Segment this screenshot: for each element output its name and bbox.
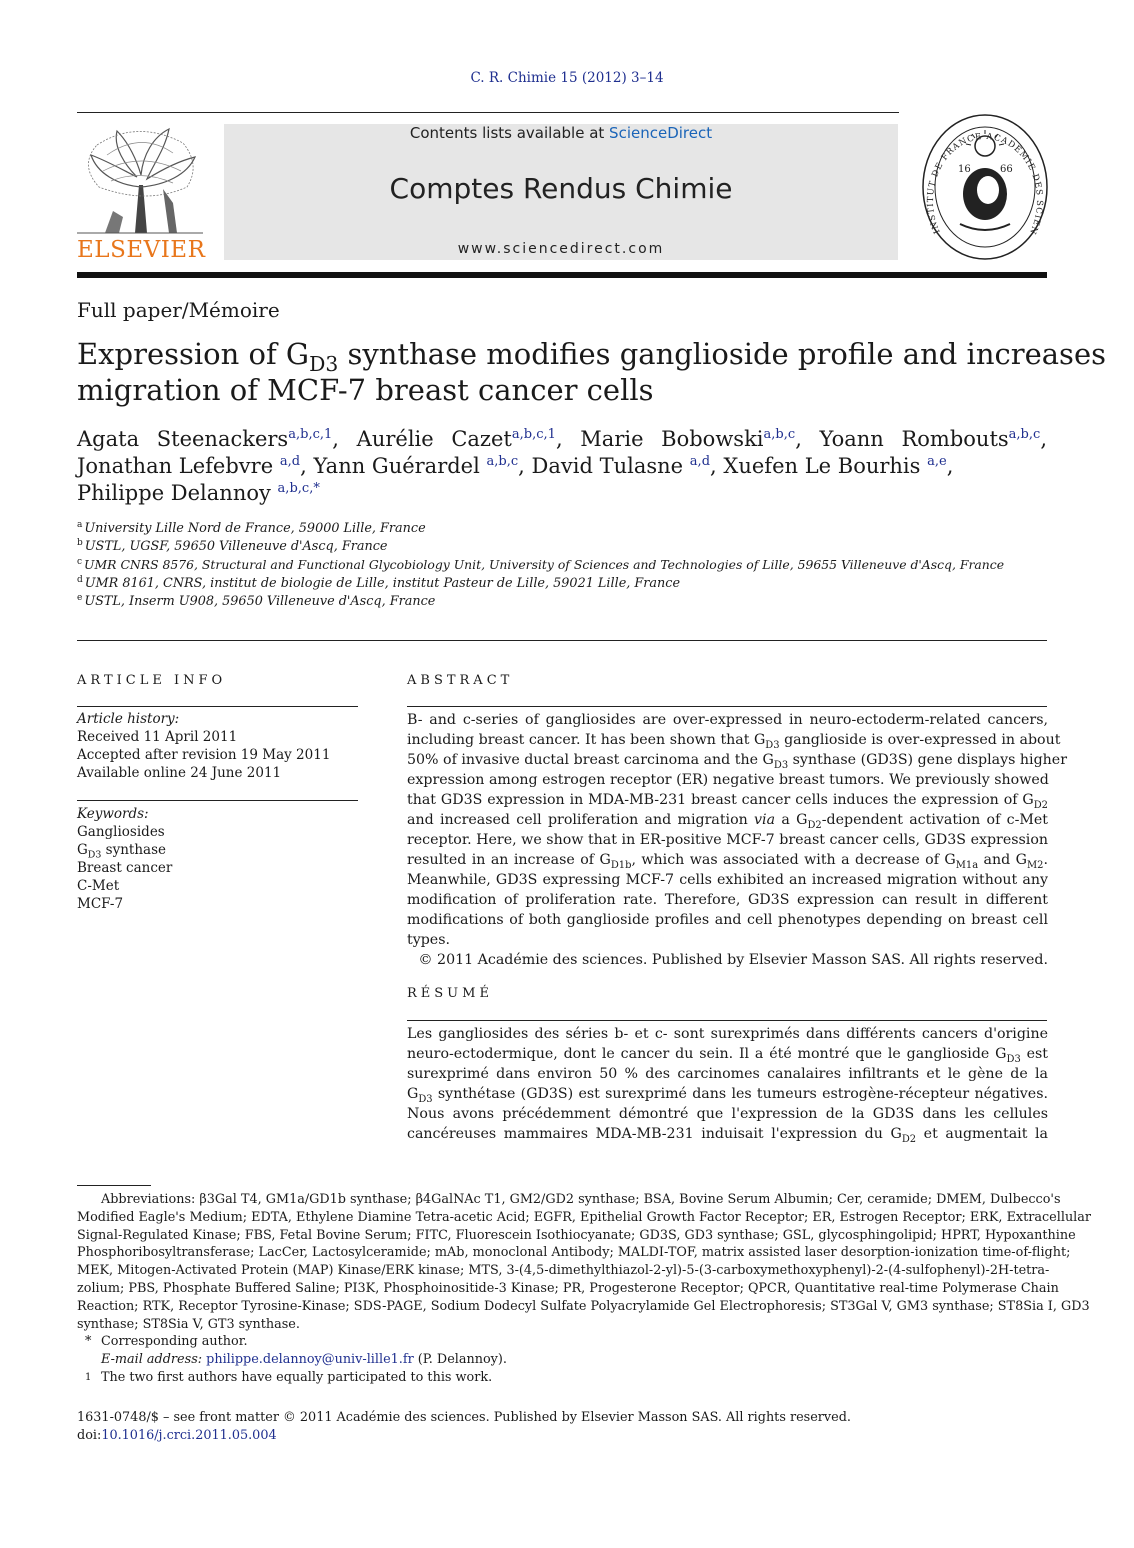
doi-label: doi: [77,1428,102,1443]
abstract-subscript: M1a [955,859,979,871]
contents-available [224,124,898,142]
affiliation-text: USTL, UGSF, 59650 Villeneuve d'Ascq, France [84,539,388,554]
resume-heading: RÉSUMÉ [407,986,493,1001]
footnote-mark: 1 [85,1371,92,1383]
author-line-1 [77,426,1047,453]
resume-text: G [407,1086,419,1102]
abstract-heading: ABSTRACT [407,673,514,688]
resume-text: est [1020,1046,1049,1062]
abstract-subscript: D2 [807,819,822,831]
resume-line [407,1084,1048,1104]
affiliation [77,538,1004,556]
resume-text: cancéreuses mammaires MDA-MB-231 induisait l'expression du G [407,1126,902,1142]
elsevier-logo [77,125,206,265]
abstract-text: including breast cancer. It has been shown that G [407,732,766,748]
elsevier-tree-icon [77,125,203,237]
footnote-text: Corresponding author. [101,1334,248,1350]
keyword: MCF-7 [77,896,124,912]
abstract-text: and G [978,852,1028,868]
keyword [77,841,172,859]
resume-subscript: D2 [901,1133,917,1145]
seal-legend: INSTITUT DE FRANCE ACADÉMIE DES SCIEN [925,131,1045,237]
author-name: Agata Steenackers [77,427,289,451]
article-history [77,710,330,782]
keyword-subscript: D3 [87,849,102,861]
affiliation [77,575,1004,593]
equal-contribution-note [77,1369,1048,1387]
keyword-text: G [77,842,88,858]
article-history-label: Article history: [77,711,180,727]
author: Aurélie Cazet$^{a,b,c,1}$, [356,427,563,451]
article-info-rule [77,706,358,707]
abstract-line: modification of proliferation rate. Therefore, GD3S expression can result in different [407,892,1048,908]
abstract-text: and increased cell proliferation and migration [407,812,755,828]
contents-prefix: Contents lists available at [409,124,610,142]
abstract-text: that GD3S expression in MDA-MB-231 breast cancer cells induces the expression of G [407,792,1034,808]
keywords-label: Keywords: [77,806,149,822]
affiliation-text: UMR CNRS 8576, Structural and Functional Glycobiology Unit, University of Sciences and Technologies of Lille, 59655 Villeneuve d'Ascq, France [84,557,1005,572]
resume-subscript: D3 [1006,1053,1021,1065]
author-name: Jonathan Lefebvre [77,454,274,478]
author-name: Yoann Rombouts [819,427,1009,451]
resume-body [407,1024,1048,1144]
abbreviations-line: synthase; ST8Sia V, GT3 synthase. [77,1316,300,1332]
abbreviations-line: Modified Eagle's Medium; EDTA, Ethylene Diamine Tetra-acetic Acid; EGFR, Epithelial Growth Factor Receptor; ER, Estrogen Receptor; ERK, Extracellular [77,1209,1092,1225]
article-title [77,336,1106,408]
footnote-mark: * [85,1334,92,1350]
abbreviations-line: Signal-Regulated Kinase; FBS, Fetal Bovine Serum; FITC, Fluorescein Isothiocyanate; GD3S, GD3 synthase; GSL, glycosphingolipid; HPRT, Hypoxanthine [77,1227,1076,1243]
abstract-text: 50% of invasive ductal breast carcinoma and the G [407,752,774,768]
author: Yann Guérardel $^{a,b,c}$, [313,454,525,478]
title-subscript: D3 [309,351,339,376]
header-top-rule [77,112,899,113]
abstract-line: Meanwhile, GD3S expressing MCF-7 cells exhibited an increased migration without any [407,872,1048,888]
title-text-a: Expression of G [77,337,310,371]
history-item: Available online 24 June 2011 [77,765,282,781]
resume-line [407,1044,1048,1064]
academy-seal-icon [920,112,1050,262]
abstract-italic: via [754,812,776,828]
corresponding-author-marks[interactable]: a,b,c,* [277,481,320,496]
author-line-3 [77,480,1047,507]
history-item: Accepted after revision 19 May 2011 [77,747,331,763]
email-note [77,1351,1048,1369]
seal-year-right: 66 [1000,164,1013,175]
resume-text: synthétase (GD3S) est surexprimé dans les tumeurs estrogène-récepteur négatives. [432,1086,1048,1102]
keyword-text: synthase [101,842,167,858]
affiliation-list [77,520,1004,611]
article-info-heading: ARTICLE INFO [77,673,227,688]
journal-website[interactable]: www.sciencedirect.com [457,241,665,257]
front-matter: 1631-0748/$ – see front matter © 2011 Académie des sciences. Published by Elsevier Masson SAS. All rights reserved. [77,1410,851,1425]
affiliation [77,593,1004,611]
resume-line: Les gangliosides des séries b- et c- sont surexprimés dans différents cancers d'origine [407,1026,1048,1042]
abbreviations-line: MEK, Mitogen-Activated Protein (MAP) Kinase/ERK kinase; MTS, 3-(4,5-dimethylthiazol-2-yl)-5-(3-carboxymethoxyphenyl)-2-(4-sulfophenyl)-2H-tetra- [77,1263,1050,1279]
author-line-2 [77,453,1047,480]
affiliation-key: d [77,574,83,585]
abbreviations-line: Abbreviations: β3Gal T4, GM1a/GD1b synthase; β4GalNAc T1, GM2/GD2 synthase; BSA, Bovine Serum Albumin; Cer, ceramide; DMEM, Dulbecco's [101,1192,1061,1207]
abstract-subscript: M2 [1027,859,1044,871]
author: Xuefen Le Bourhis $^{a,e}$, [723,454,954,478]
affiliation [77,556,1004,575]
author-affiliation-marks[interactable]: a,b,c,1 [288,427,333,442]
author-name: David Tulasne [531,454,684,478]
abstract-line: receptor. Here, we show that in ER-positive MCF-7 breast cancer cells, GD3S expression [407,832,1048,848]
abstract-line [407,750,1067,771]
keywords-rule [77,800,358,801]
abstract-line [407,730,1061,751]
author: Marie Bobowski$^{a,b,c}$, [580,427,802,451]
affiliation-key: e [77,592,83,603]
resume-text: neuro-ectodermique, dont le cancer du sein. Il a été montré que le ganglioside G [407,1046,1007,1062]
journal-name: Comptes Rendus Chimie [389,172,733,205]
header-thick-rule [77,272,1047,278]
keyword: Gangliosides [77,824,165,840]
resume-rule [407,1020,1047,1021]
abstract-line [407,850,1048,870]
email-label: E-mail address: [101,1352,207,1368]
corresponding-author-note [77,1333,1048,1351]
title-line-2: migration of MCF-7 breast cancer cells [77,373,654,407]
affiliation-text: University Lille Nord de France, 59000 Lille, France [84,521,426,536]
footnote-rule [77,1185,151,1186]
journal-reference[interactable]: C. R. Chimie 15 (2012) 3–14 [470,70,664,86]
author-name: Aurélie Cazet [356,427,512,451]
resume-line: surexprimé dans environ 50 % des carcinomes canalaires infiltrants et le gène de la [407,1066,1048,1082]
author-affiliation-marks[interactable]: a,d [689,454,711,469]
affiliation-text: USTL, Inserm U908, 59650 Villeneuve d'Ascq, France [84,594,436,609]
footnote-text: (P. Delannoy). [413,1352,507,1368]
doi-link[interactable]: 10.1016/j.crci.2011.05.004 [101,1428,277,1443]
author-affiliation-marks[interactable]: a,b,c [763,427,796,442]
affiliations-rule [77,640,1047,641]
title-line-1 [77,336,1106,376]
abstract-body [407,710,1067,970]
abstract-line: B- and c-series of gangliosides are over-expressed in neuro-ectoderm-related cancers, [407,712,1048,728]
resume-line [407,1124,1048,1144]
author-list [77,426,1047,507]
title-text-b: synthase modifies ganglioside profile and increases [338,337,1106,371]
academy-seal [920,112,1050,262]
abstract-text: , which was associated with a decrease of G [631,852,956,868]
author [77,481,320,505]
resume-line: Nous avons précédemment démontré que l'expression de la GD3S dans les cellules [407,1106,1048,1122]
affiliation-key: c [77,556,83,567]
abstract-subscript: D2 [1033,799,1048,811]
abstract-text: ganglioside is over-expressed in about [779,732,1061,748]
publisher-logo-text: ELSEVIER [77,237,206,263]
abbreviations-line: Phosphoribosyltransferase; LacCer, Lactosylceramide; mAb, monoclonal Antibody; MALDI-TOF, matrix assisted laser desorption-ionization time-of-flight; [77,1245,1071,1261]
keywords [77,805,172,913]
author-affiliation-marks[interactable]: a,b,c [486,454,519,469]
affiliation [77,520,1004,538]
abstract-text: -dependent activation of c-Met [821,812,1048,828]
author-affiliation-marks[interactable]: a,b,c [1008,427,1041,442]
author: Jonathan Lefebvre $^{a,d}$, [77,454,307,478]
author-affiliation-marks[interactable]: a,e [927,454,947,469]
history-item: Received 11 April 2011 [77,729,238,745]
keyword: Breast cancer [77,860,173,876]
abbreviations-line: zolium; PBS, Phosphate Buffered Saline; PI3K, Phosphoinositide-3 Kinase; PR, Progesterone Receptor; QPCR, Quantitative real-time Polymerase Chain [77,1280,1059,1296]
abstract-line: types. [407,932,450,948]
abstract-copyright: © 2011 Académie des sciences. Published by Elsevier Masson SAS. All rights reserved. [418,952,1048,968]
author: David Tulasne $^{a,d}$, [531,454,717,478]
footnote-text: The two first authors have equally participated to this work. [101,1369,493,1385]
affiliation-key: b [77,537,83,548]
abstract-text: synthase (GD3S) gene displays higher [788,752,1067,768]
abstract-line: expression among estrogen receptor (ER) negative breast tumors. We previously showed [407,772,1049,788]
author-affiliation-marks[interactable]: a,b,c,1 [511,427,556,442]
section-label: Full paper/Mémoire [77,298,280,322]
resume-subscript: D3 [418,1093,433,1105]
footnotes [77,1191,1092,1387]
author: Yoann Rombouts$^{a,b,c}$, [819,427,1047,451]
abstract-rule [407,706,1047,707]
sciencedirect-link[interactable]: ScienceDirect [609,124,713,142]
abstract-subscript: D1b [610,859,632,871]
abstract-text: resulted in an increase of G [407,852,611,868]
abstract-text: . [1043,852,1049,868]
author-name: Marie Bobowski [580,427,764,451]
journal-banner [224,124,898,260]
abstract-subscript: D3 [765,739,780,751]
abstract-text: a G [775,812,808,828]
author-affiliation-marks[interactable]: a,d [279,454,301,469]
author-name: Philippe Delannoy [77,481,271,505]
email-link[interactable]: philippe.delannoy@univ-lille1.fr [206,1352,414,1368]
author-name: Yann Guérardel [313,454,480,478]
abbreviations-line: Reaction; RTK, Receptor Tyrosine-Kinase; SDS-PAGE, Sodium Dodecyl Sulfate Polyacrylamide Gel Electrophoresis; ST3Gal V, GM3 synthase; ST8Sia I, GD3 [77,1298,1090,1314]
abstract-subscript: D3 [773,759,789,771]
abstract-line: modifications of both ganglioside profiles and cell phenotypes depending on breast cell [407,912,1048,928]
abstract-line [407,790,1048,810]
author: Agata Steenackers$^{a,b,c,1}$, [77,427,339,451]
abstract-line [407,810,1048,830]
resume-text: et augmentait la [916,1126,1049,1142]
affiliation-text: UMR 8161, CNRS, institut de biologie de Lille, institut Pasteur de Lille, 59021 Lille, France [84,576,681,591]
author-name: Xuefen Le Bourhis [723,454,921,478]
seal-year-left: 16 [958,164,971,175]
keyword: C-Met [77,878,120,894]
doi-line [77,1428,277,1443]
affiliation-key: a [77,519,83,530]
